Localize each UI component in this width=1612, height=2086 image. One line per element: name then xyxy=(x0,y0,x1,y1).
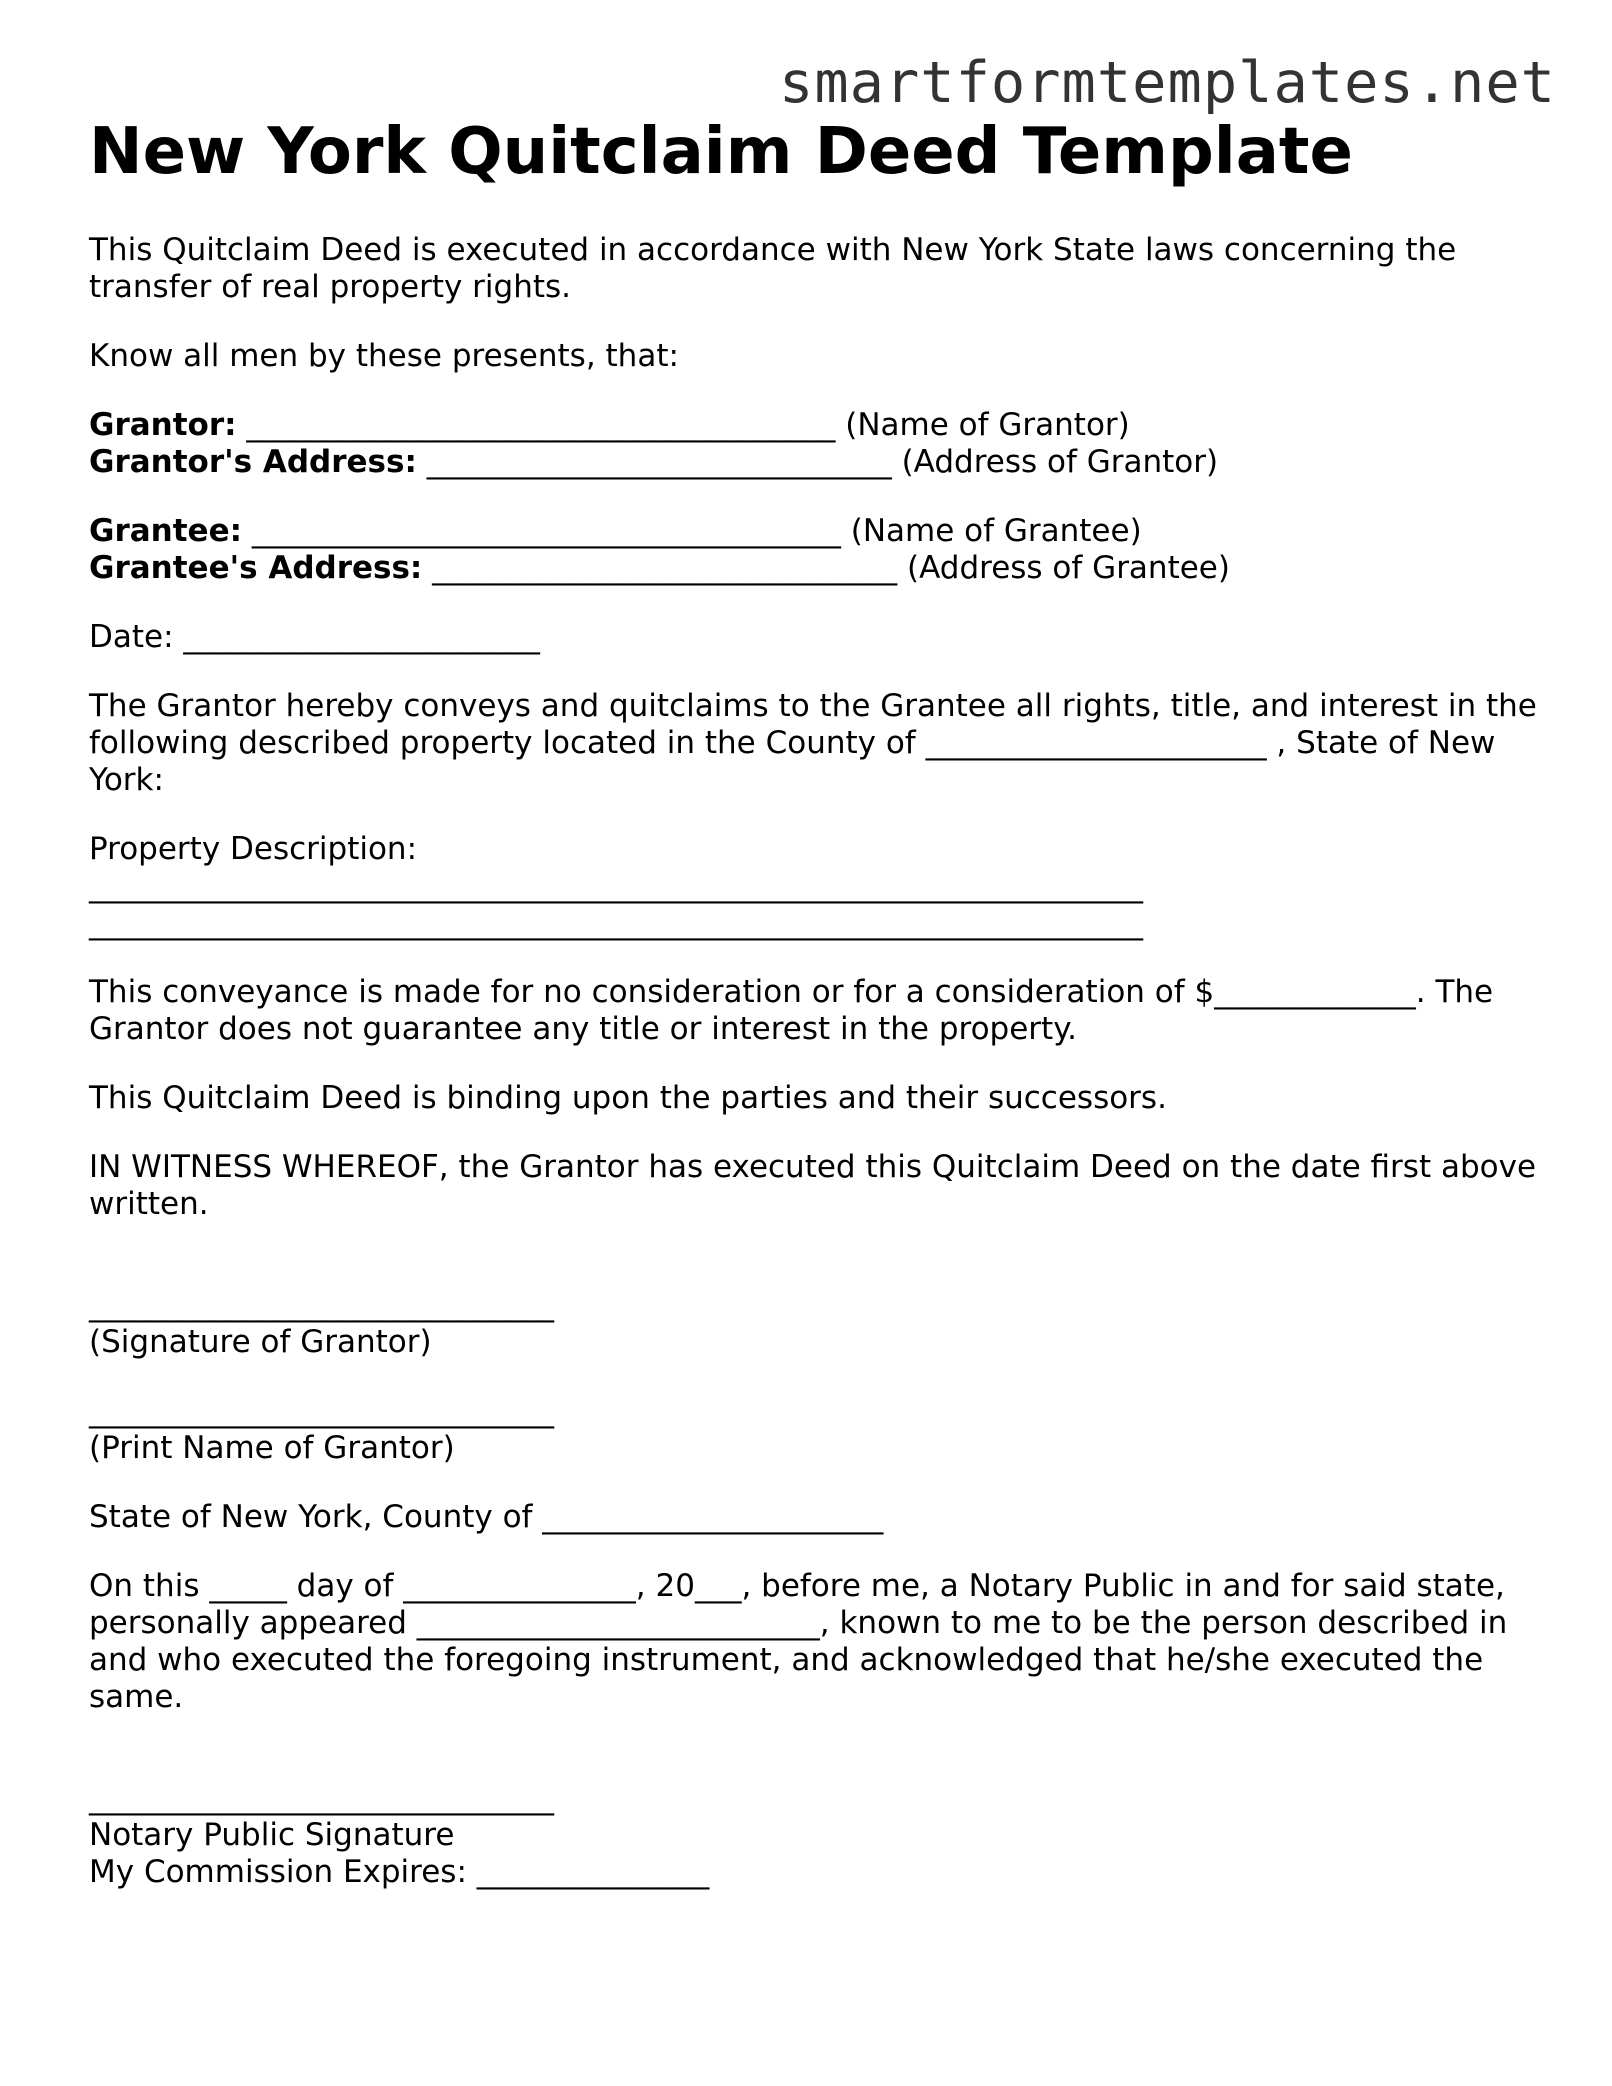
acknowledgment-paragraph: On this _____ day of _______________, 20___, before me, a Notary Public in and for said state, personally appeared __________________________, known to me to be the person described in and who executed the foregoing instrument, and acknowledged that he/she executed the same. xyxy=(89,1568,1508,1715)
state-county-field[interactable]: State of New York, County of ______________________ xyxy=(89,1499,884,1535)
know-all-paragraph: Know all men by these presents, that: xyxy=(89,338,679,374)
grantor-name-field[interactable]: ______________________________________ xyxy=(236,407,846,443)
intro-paragraph: This Quitclaim Deed is executed in accordance with New York State laws concerning the transfer of real property rights. xyxy=(89,232,1457,305)
grantee-address-field[interactable]: ______________________________ xyxy=(422,550,908,586)
property-description-line-2[interactable]: ____________________________________________________________________ xyxy=(89,905,1143,941)
grantor-address-field[interactable]: ______________________________ xyxy=(416,444,902,480)
property-description-block xyxy=(89,831,1549,942)
grantor-signature-line[interactable]: ______________________________ xyxy=(89,1287,554,1323)
property-description-label: Property Description: xyxy=(89,831,418,867)
grantor-address-label: Grantor's Address: xyxy=(89,444,417,480)
page-title: New York Quitclaim Deed Template xyxy=(89,115,1353,189)
grantee-name-field[interactable]: ______________________________________ xyxy=(242,513,851,549)
grantor-print-name-label: (Print Name of Grantor) xyxy=(89,1430,455,1466)
grantor-signature-block xyxy=(89,1287,1549,1361)
grantee-label: Grantee: xyxy=(89,513,242,549)
grantee-address-hint: (Address of Grantee) xyxy=(907,550,1230,586)
notary-signature-label: Notary Public Signature xyxy=(89,1817,455,1853)
grantor-name-hint: (Name of Grantor) xyxy=(845,407,1130,443)
conveyance-paragraph: The Grantor hereby conveys and quitclaims to the Grantee all rights, title, and interest in the following described property located in the County of ______________________ , State of New York: xyxy=(89,688,1537,798)
property-description-line-1[interactable]: ____________________________________________________________________ xyxy=(89,868,1143,904)
binding-paragraph: This Quitclaim Deed is binding upon the parties and their successors. xyxy=(89,1080,1167,1116)
grantee-address-label: Grantee's Address: xyxy=(89,550,423,586)
grantor-print-name-line[interactable]: ______________________________ xyxy=(89,1393,554,1429)
witness-paragraph: IN WITNESS WHEREOF, the Grantor has executed this Quitclaim Deed on the date first above written. xyxy=(89,1149,1537,1222)
grantor-print-name-block xyxy=(89,1393,1549,1467)
grantor-signature-label: (Signature of Grantor) xyxy=(89,1324,432,1360)
notary-block xyxy=(89,1780,1549,1891)
grantor-label: Grantor: xyxy=(89,407,237,443)
grantee-block xyxy=(89,513,1549,587)
notary-commission-field[interactable]: My Commission Expires: _______________ xyxy=(89,1854,710,1890)
consideration-paragraph: This conveyance is made for no consideration or for a consideration of $_____________. The Grantor does not guarantee any title or interest in the property. xyxy=(89,974,1494,1047)
grantor-block xyxy=(89,407,1549,481)
grantor-address-hint: (Address of Grantor) xyxy=(901,444,1219,480)
document-body xyxy=(89,112,1549,1923)
grantee-name-hint: (Name of Grantee) xyxy=(850,513,1142,549)
notary-signature-line[interactable]: ______________________________ xyxy=(89,1780,554,1816)
site-watermark: smartformtemplates.net xyxy=(779,50,1556,116)
date-field[interactable]: Date: _______________________ xyxy=(89,619,540,655)
